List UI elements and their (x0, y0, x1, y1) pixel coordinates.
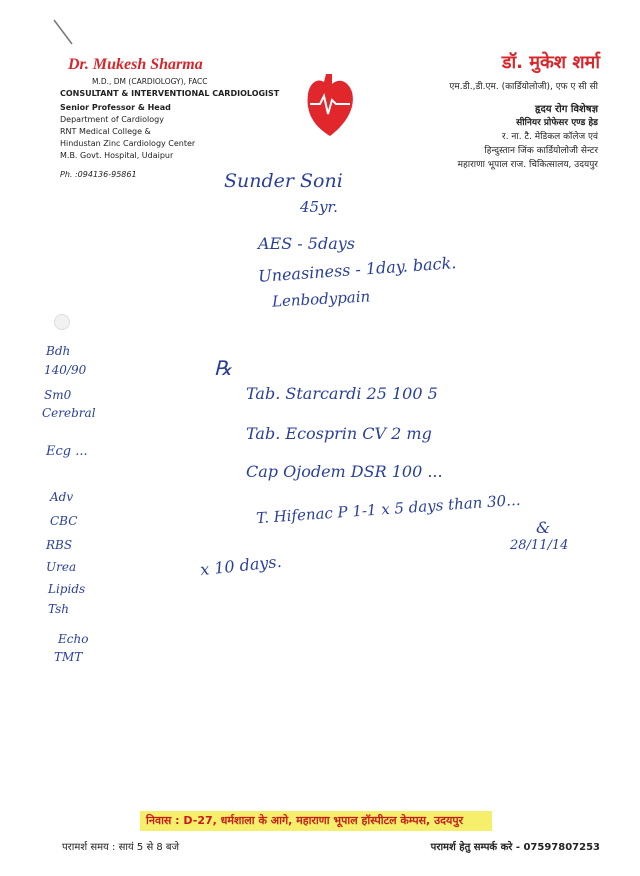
doctor-phone: Ph. :094136-95861 (60, 170, 137, 179)
side-note: Adv (50, 490, 74, 504)
rx-line: Tab. Ecosprin CV 2 mg (246, 424, 432, 443)
side-note: CBC (50, 514, 78, 528)
doctor-specialty-hi: हृदय रोग विशेषज्ञ (534, 104, 598, 115)
address-text: निवास : D-27, धर्मशाला के आगे, महाराणा भूपाल हॉस्पीटल केम्पस, उदयपुर (146, 814, 464, 827)
doctor-college-hi: र. ना. टै. मेडिकल कॉलेज एवं (502, 132, 598, 142)
side-note: Cerebral (42, 406, 96, 420)
side-note: Sm0 (44, 388, 72, 402)
doctor-title-hi: सीनियर प्रोफेसर एण्ड हेड (516, 118, 598, 128)
patient-age: 45yr. (300, 198, 338, 216)
side-note: Echo (58, 632, 89, 646)
rx-line: T. Hifenac P 1-1 x 5 days than 30... (255, 490, 521, 528)
side-note: RBS (46, 538, 73, 552)
doctor-specialty-en: CONSULTANT & INTERVENTIONAL CARDIOLOGIST (60, 89, 280, 98)
side-note: Tsh (48, 602, 70, 616)
complaint-line: Uneasiness - 1day. back. (257, 253, 457, 286)
doctor-title-en: Senior Professor & Head (60, 103, 171, 112)
side-note: Urea (46, 560, 77, 574)
signature-mark: & (536, 518, 551, 537)
doctor-name-en: Dr. Mukesh Sharma (68, 56, 203, 73)
doctor-center-hi: हिन्दुस्तान जिंक कार्डियोलोजी सेन्टर (484, 146, 598, 156)
side-note: Bdh (46, 344, 71, 358)
rx-line: Cap Ojodem DSR 100 ... (246, 462, 443, 481)
rx-symbol: ℞ (214, 356, 232, 380)
doctor-degrees-hi: एम.डी.,डी.एम. (कार्डियोलोजी), एफ ए सी सी (449, 82, 598, 92)
rx-date: 28/11/14 (510, 538, 569, 553)
corner-mark (52, 18, 76, 48)
side-note: 140/90 (44, 363, 87, 377)
heart-logo-icon (304, 70, 356, 138)
doctor-degrees-en: M.D., DM (CARDIOLOGY), FACC (92, 77, 208, 86)
contact-number: परामर्श हेतु सम्पर्क करे - 07597807253 (430, 842, 600, 853)
side-note: Ecg ... (46, 444, 88, 459)
doctor-dept-en: Department of Cardiology (60, 115, 164, 124)
side-note: TMT (54, 650, 83, 664)
consult-timing: परामर्श समय : सायं 5 से 8 बजे (62, 842, 180, 853)
doctor-name-hi: डॉ. मुकेश शर्मा (501, 52, 600, 73)
complaint-line: Lenbodypain (271, 287, 371, 311)
punch-hole (54, 314, 70, 330)
doctor-college-en: RNT Medical College & (60, 127, 151, 136)
side-note: Lipids (48, 582, 86, 596)
rx-duration: x 10 days. (199, 551, 283, 580)
doctor-hospital-hi: महाराणा भूपाल राज. चिकित्सालय, उदयपुर (457, 160, 598, 170)
complaint-line: AES - 5days (258, 234, 355, 253)
patient-name: Sunder Soni (224, 170, 343, 192)
doctor-hospital-en: M.B. Govt. Hospital, Udaipur (60, 151, 174, 160)
doctor-center-en: Hindustan Zinc Cardiology Center (60, 139, 196, 148)
rx-line: Tab. Starcardi 25 100 5 (246, 384, 438, 403)
